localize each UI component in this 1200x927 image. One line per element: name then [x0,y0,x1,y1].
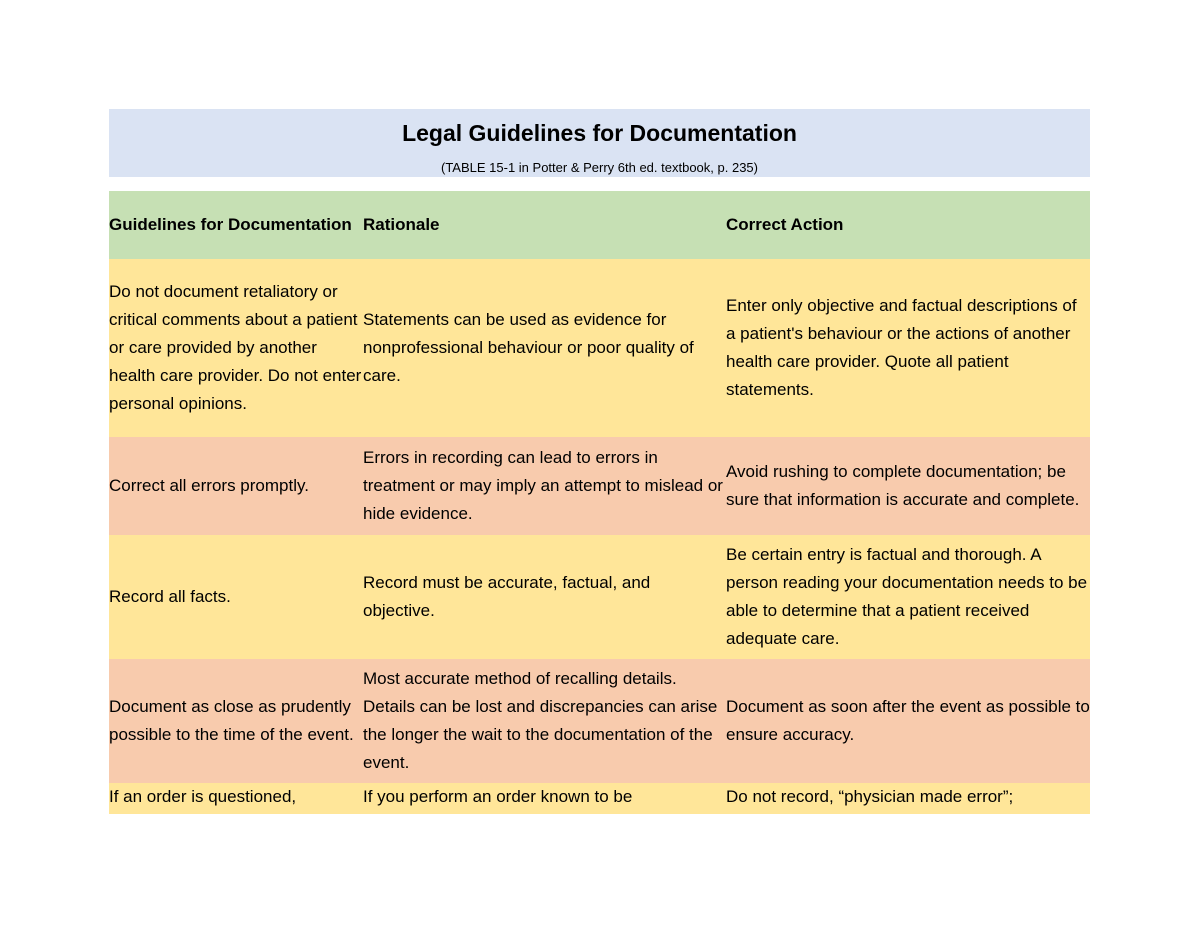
action-cell: Be certain entry is factual and thorough. A person reading your documentation needs to be able to determine that a patient received adequate care. [726,545,1088,648]
page-title: Legal Guidelines for Documentation [402,120,797,146]
guideline-cell: Do not document retaliatory or critical comments about a patient or care provided by another health care provider. Do not enter personal opinions. [109,282,362,413]
table-row [109,783,1090,814]
column-header: Rationale [363,215,440,234]
table-row [109,659,1090,783]
page-subtitle: (TABLE 15-1 in Potter & Perry 6th ed. textbook, p. 235) [441,160,758,175]
rationale-cell: If you perform an order known to be [363,787,633,806]
column-header: Correct Action [726,215,844,234]
action-cell: Document as soon after the event as possible to ensure accuracy. [726,697,1090,744]
rationale-cell: Record must be accurate, factual, and objective. [363,573,651,620]
guideline-cell: If an order is questioned, [109,787,297,806]
guideline-cell: Document as close as prudently possible to the time of the event. [109,697,354,744]
title-banner [109,109,1090,177]
column-header: Guidelines for Documentation [109,215,352,234]
rationale-cell: Statements can be used as evidence for nonprofessional behaviour or poor quality of care. [363,310,694,385]
guidelines-table [109,191,1090,814]
table-row [109,437,1090,535]
guideline-cell: Correct all errors promptly. [109,476,309,495]
rationale-cell: Most accurate method of recalling details. Details can be lost and discrepancies can arise the longer the wait to the documentation of the event. [363,669,718,772]
action-cell: Do not record, “physician made error”; [726,787,1014,806]
table-row [109,535,1090,659]
table-header-row [109,191,1090,259]
action-cell: Enter only objective and factual descriptions of a patient's behaviour or the actions of another health care provider. Quote all patient statements. [726,296,1077,399]
guideline-cell: Record all facts. [109,587,231,606]
table-row [109,259,1090,437]
action-cell: Avoid rushing to complete documentation; be sure that information is accurate and complete. [726,462,1080,509]
rationale-cell: Errors in recording can lead to errors in treatment or may imply an attempt to mislead or hide evidence. [363,448,723,523]
